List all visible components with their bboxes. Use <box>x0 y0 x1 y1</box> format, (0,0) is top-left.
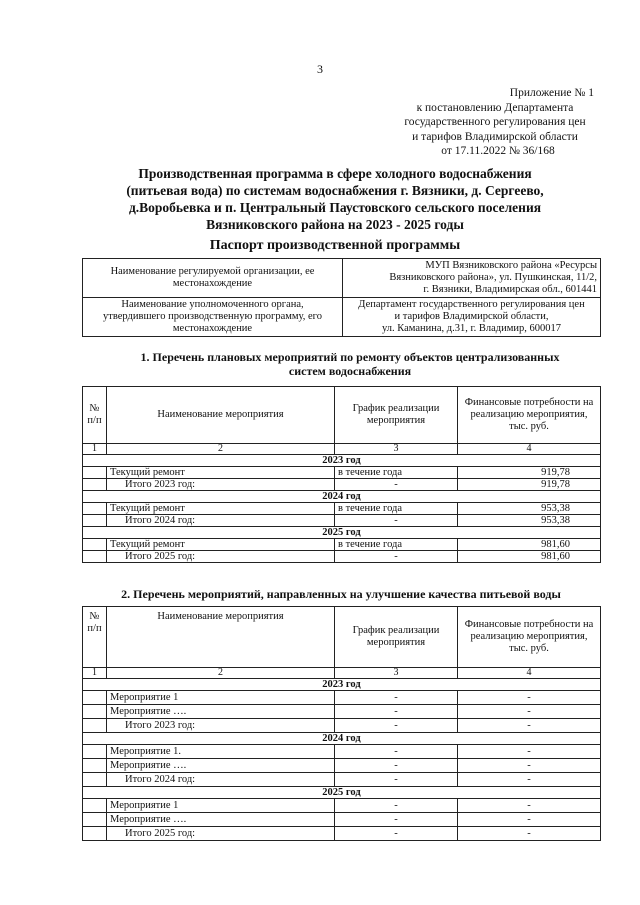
cell-amount: 953,38 <box>458 503 601 515</box>
cell-amount: 953,38 <box>458 515 601 527</box>
title-line: Вязниковского района на 2023 - 2025 годы <box>206 217 464 232</box>
col-number: 3 <box>335 444 458 455</box>
cell-amount: - <box>458 745 601 759</box>
cell-schedule: - <box>335 691 458 705</box>
passport-value-line: Департамент государственного регулирования цен <box>358 299 585 310</box>
cell-amount: - <box>458 719 601 733</box>
col-number: 2 <box>107 668 335 679</box>
cell-total-label: Итого 2025 год: <box>107 827 335 841</box>
cell-schedule: - <box>335 515 458 527</box>
year-row <box>83 491 601 503</box>
cell-amount: - <box>458 799 601 813</box>
year-row <box>83 787 601 799</box>
passport-label-line: местонахождение <box>172 323 253 334</box>
section2-table <box>82 606 601 841</box>
table-row <box>83 705 601 719</box>
year-row <box>83 679 601 691</box>
section1-heading-line: 1. Перечень плановых мероприятий по ремонту объектов централизованных <box>140 350 560 364</box>
header-schedule: График реализации мероприятия <box>335 607 458 668</box>
cell-schedule: - <box>335 799 458 813</box>
table-row-total <box>83 719 601 733</box>
header-name: Наименование мероприятия <box>107 607 335 668</box>
cell-amount: 981,60 <box>458 551 601 563</box>
cell-num <box>83 745 107 759</box>
cell-total-label: Итого 2024 год: <box>107 773 335 787</box>
cell-item: Текущий ремонт <box>107 539 335 551</box>
cell-amount: - <box>458 759 601 773</box>
cell-amount: - <box>458 705 601 719</box>
passport-table <box>82 258 601 337</box>
cell-schedule: - <box>335 705 458 719</box>
cell-item: Мероприятие 1 <box>107 691 335 705</box>
cell-num <box>83 539 107 551</box>
year-label: 2024 год <box>83 491 601 503</box>
year-label: 2025 год <box>83 787 601 799</box>
passport-value-line: Вязниковского района», ул. Пушкинская, 11/2, <box>389 272 597 283</box>
table-row <box>83 691 601 705</box>
cell-item: Мероприятие 1 <box>107 799 335 813</box>
section1-heading-line: систем водоснабжения <box>288 364 412 378</box>
passport-row <box>83 259 601 298</box>
cell-num <box>83 827 107 841</box>
section2-heading: 2. Перечень мероприятий, направленных на улучшение качества питьевой воды <box>121 587 561 601</box>
year-label: 2023 год <box>83 679 601 691</box>
table-row-total <box>83 515 601 527</box>
table-row-total <box>83 479 601 491</box>
document-title <box>95 165 575 233</box>
cell-schedule: в течение года <box>335 503 458 515</box>
cell-schedule: - <box>335 773 458 787</box>
cell-item: Мероприятие …. <box>107 813 335 827</box>
cell-num <box>83 479 107 491</box>
cell-schedule: в течение года <box>335 539 458 551</box>
cell-num <box>83 691 107 705</box>
cell-item: Мероприятие …. <box>107 759 335 773</box>
col-number: 4 <box>458 668 601 679</box>
year-label: 2024 год <box>83 733 601 745</box>
cell-num <box>83 515 107 527</box>
passport-title: Паспорт производственной программы <box>209 238 461 253</box>
cell-num <box>83 773 107 787</box>
col-number: 2 <box>107 444 335 455</box>
cell-num <box>83 813 107 827</box>
passport-value-line: и тарифов Владимирской области, <box>394 311 549 322</box>
col-number: 3 <box>335 668 458 679</box>
cell-schedule: - <box>335 813 458 827</box>
appendix-line: и тарифов Владимирской области <box>412 130 578 143</box>
passport-value-line: ул. Каманина, д.31, г. Владимир, 600017 <box>381 323 562 334</box>
cell-item: Текущий ремонт <box>107 467 335 479</box>
table-row-total <box>83 773 601 787</box>
table-row <box>83 503 601 515</box>
section1-table <box>82 386 601 563</box>
passport-row <box>83 298 601 337</box>
col-number: 1 <box>83 668 107 679</box>
cell-schedule: в течение года <box>335 467 458 479</box>
cell-num <box>83 467 107 479</box>
header-num: № п/п <box>83 387 107 444</box>
table-row <box>83 759 601 773</box>
table-row <box>83 813 601 827</box>
cell-num <box>83 503 107 515</box>
cell-item: Мероприятие …. <box>107 705 335 719</box>
table-row-total <box>83 551 601 563</box>
page-number: 3 <box>317 62 323 76</box>
cell-total-label: Итого 2024 год: <box>107 515 335 527</box>
cell-schedule: - <box>335 479 458 491</box>
table-row-total <box>83 827 601 841</box>
passport-label-line: Наименование уполномоченного органа, <box>121 299 304 310</box>
passport-value-line: МУП Вязниковского района «Ресурсы <box>425 260 597 271</box>
cell-amount: 919,78 <box>458 479 601 491</box>
cell-amount: - <box>458 813 601 827</box>
passport-label: Наименование регулируемой организации, ее местонахождение <box>83 259 343 298</box>
cell-item: Текущий ремонт <box>107 503 335 515</box>
cell-item: Мероприятие 1. <box>107 745 335 759</box>
header-finance: Финансовые потребности на реализацию мероприятия, тыс. руб. <box>458 607 601 668</box>
cell-amount: 981,60 <box>458 539 601 551</box>
passport-label <box>83 298 343 337</box>
section1-heading <box>100 350 600 378</box>
year-row <box>83 733 601 745</box>
year-label: 2025 год <box>83 527 601 539</box>
header-finance: Финансовые потребности на реализацию мероприятия, тыс. руб. <box>458 387 601 444</box>
appendix-block <box>390 86 600 159</box>
cell-schedule: - <box>335 719 458 733</box>
title-line: Производственная программа в сфере холодного водоснабжения <box>138 166 532 181</box>
passport-label-line: утвердившего производственную программу, его <box>103 311 322 322</box>
passport-value <box>343 259 601 298</box>
year-label: 2023 год <box>83 455 601 467</box>
cell-num <box>83 759 107 773</box>
header-schedule: График реализации мероприятия <box>335 387 458 444</box>
cell-num <box>83 705 107 719</box>
cell-num <box>83 719 107 733</box>
cell-total-label: Итого 2023 год: <box>107 719 335 733</box>
cell-schedule: - <box>335 827 458 841</box>
cell-total-label: Итого 2025 год: <box>107 551 335 563</box>
cell-amount: 919,78 <box>458 467 601 479</box>
cell-schedule: - <box>335 745 458 759</box>
appendix-line: от 17.11.2022 № 36/168 <box>441 145 555 157</box>
table-row <box>83 799 601 813</box>
passport-value-line: г. Вязники, Владимирская обл., 601441 <box>423 284 597 295</box>
year-row <box>83 455 601 467</box>
cell-amount: - <box>458 691 601 705</box>
title-line: д.Воробьевка и п. Центральный Паустовского сельского поселения <box>128 200 542 215</box>
header-name: Наименование мероприятия <box>107 387 335 444</box>
passport-value <box>343 298 601 337</box>
appendix-line: государственного регулирования цен <box>404 116 586 128</box>
column-number-row <box>83 668 601 679</box>
cell-num <box>83 551 107 563</box>
cell-schedule: - <box>335 551 458 563</box>
title-line: (питьевая вода) по системам водоснабжения г. Вязники, д. Сергеево, <box>126 183 544 198</box>
cell-num <box>83 799 107 813</box>
table-header-row <box>83 607 601 668</box>
cell-schedule: - <box>335 759 458 773</box>
cell-amount: - <box>458 827 601 841</box>
col-number: 1 <box>83 444 107 455</box>
appendix-line: Приложение № 1 <box>509 87 594 99</box>
table-header-row <box>83 387 601 444</box>
col-number: 4 <box>458 444 601 455</box>
table-row <box>83 539 601 551</box>
table-row <box>83 745 601 759</box>
table-row <box>83 467 601 479</box>
column-number-row <box>83 444 601 455</box>
cell-total-label: Итого 2023 год: <box>107 479 335 491</box>
year-row <box>83 527 601 539</box>
cell-amount: - <box>458 773 601 787</box>
header-num: № п/п <box>83 607 107 668</box>
appendix-line: к постановлению Департамента <box>416 101 574 114</box>
